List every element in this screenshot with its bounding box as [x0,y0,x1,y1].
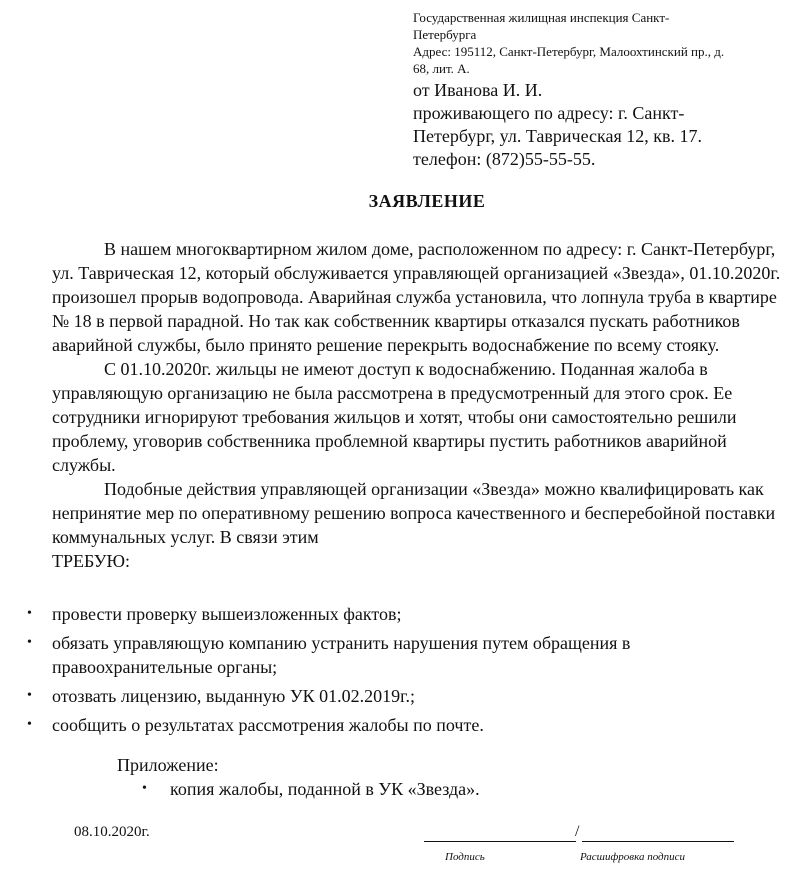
demand-text: провести проверку вышеизложенных фактов; [52,604,402,624]
sender-name: от Иванова И. И. [413,80,543,100]
sender-address-line2: Петербург, ул. Таврическая 12, кв. 17. [413,126,702,146]
bullet-icon: • [27,688,32,703]
bullet-icon: • [142,781,147,796]
document-body [52,237,792,573]
addressee-org-address-line1: Адрес: 195112, Санкт-Петербург, Малоохтинский пр., д. [413,44,725,59]
bullet-icon: • [27,717,32,732]
sender-phone: телефон: (872)55-55-55. [413,149,596,169]
demands-list [0,602,792,742]
addressee-org-line1: Государственная жилищная инспекция Санкт- [413,10,670,25]
paragraph-3: Подобные действия управляющей организации «Звезда» можно квалифицировать как непринятие мер по оперативному решению вопроса качественного и бесперебойной поставки коммунальных услуг. В связи этим [52,479,776,547]
bullet-icon: • [27,635,32,650]
demand-label: ТРЕБУЮ: [52,551,130,571]
list-item [0,631,792,679]
bullet-icon: • [27,606,32,621]
list-item [0,713,792,737]
addressee-block [413,9,785,171]
paragraph-1: В нашем многоквартирном жилом доме, расположенном по адресу: г. Санкт-Петербург, ул. Таврическая 12, который обслуживается управляющей организацией «Звезда», 01.10.2020г. произошел прорыв водопровода. Аварийная служба установила, что лопнула труба в квартире № 18 в первой парадной. Но так как собственник квартиры отказался пускать работников аварийной службы, было принято решение перекрыть водоснабжение по всему стояку. [52,239,781,355]
signature-line [424,841,576,842]
list-item [0,602,792,626]
list-item [0,684,792,708]
demand-text: сообщить о результатах рассмотрения жалобы по почте. [52,715,484,735]
addressee-org-line2: Петербурга [413,27,477,42]
document-date: 08.10.2020г. [74,824,150,840]
attachment-item [142,777,480,801]
sender-address-line1: проживающего по адресу: г. Санкт- [413,103,685,123]
demand-text: отозвать лицензию, выданную УК 01.02.2019г.; [52,686,415,706]
addressee-org-address-line2: 68, лит. А. [413,61,470,76]
signature-decode-caption: Расшифровка подписи [580,851,685,863]
demand-text: обязать управляющую компанию устранить нарушения путем обращения в правоохранительные органы; [52,633,631,677]
paragraph-2: С 01.10.2020г. жильцы не имеют доступ к водоснабжению. Поданная жалоба в управляющую организацию не была рассмотрена в предусмотренный для этого срок. Ее сотрудники игнорируют требования жильцов и хотят, чтобы они самостоятельно решили проблему, уговорив собственника проблемной квартиры пустить работников аварийной службы. [52,359,737,475]
signature-caption: Подпись [445,851,485,863]
document-title: ЗАЯВЛЕНИЕ [368,191,486,211]
signature-decode-line [582,841,734,842]
signature-separator: / [575,823,580,840]
attachment-label: Приложение: [117,755,219,775]
attachment-text: копия жалобы, поданной в УК «Звезда». [170,779,480,799]
